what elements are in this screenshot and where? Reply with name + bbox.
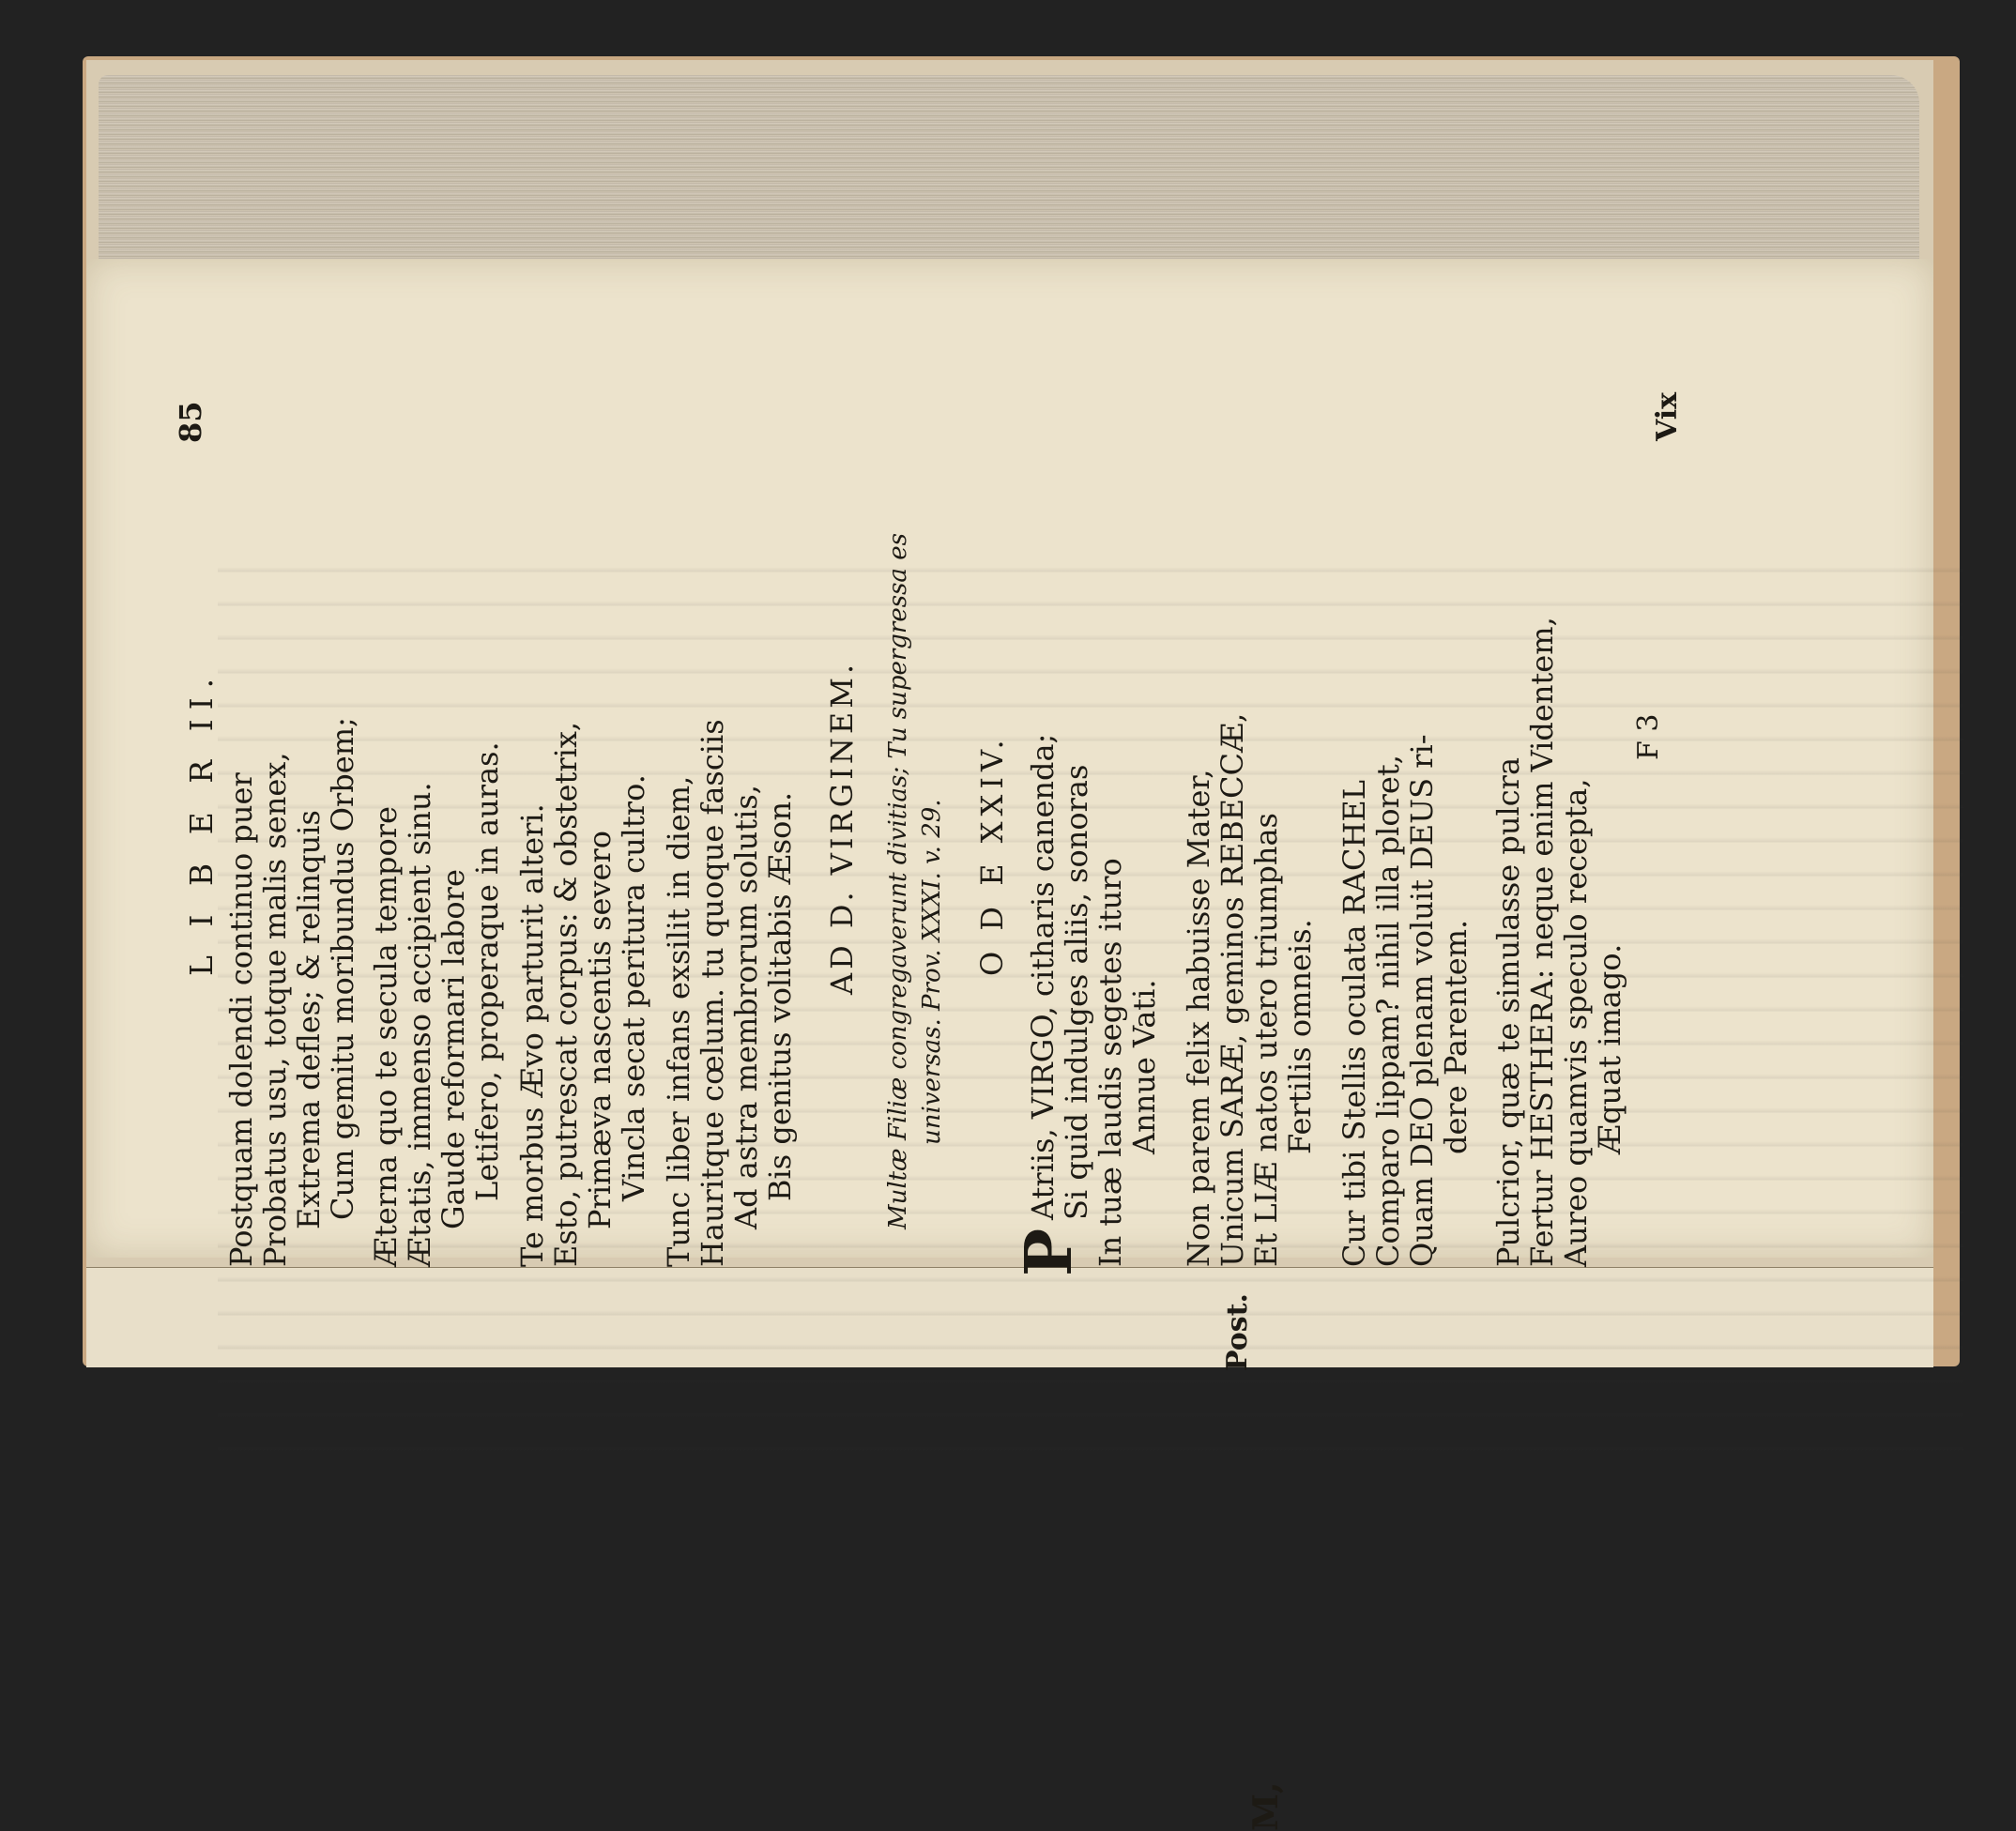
- verse-line: dere Parentem.: [1438, 919, 1474, 1154]
- verse-line: Bis genitus volitabis Æson.: [762, 791, 798, 1201]
- verse-line: Esto, putrescat corpus: & obstetrix,: [548, 721, 584, 1267]
- verse-line: Quam DEO plenam voluit DEUS ri-: [1404, 734, 1440, 1267]
- verse-line: Probatus usu, totque malis senex,: [257, 752, 293, 1267]
- section-title: AD D. VIRGINEM.: [824, 660, 860, 995]
- verse-line: Ad astra membrorum solutis,: [728, 785, 764, 1229]
- signature-mark: F 3: [1632, 713, 1665, 760]
- facing-page-letter: M,: [1246, 1781, 1286, 1831]
- verse-line: Primæva nascentis severo: [582, 830, 618, 1229]
- verse-line: Non parem felix habuisse Mater,: [1181, 769, 1216, 1267]
- catchword: Vix: [1651, 391, 1684, 441]
- running-head: L I B E R II.: [183, 668, 220, 976]
- verse-line: Cur tibi Stellis oculata RACHEL: [1336, 780, 1372, 1267]
- verse-line: Pulcrior, quæ te simulasse pulcra: [1490, 756, 1526, 1267]
- verse-line: Atriis, VIRGO, citharis canenda;: [1025, 733, 1061, 1220]
- verse-line: Et LIÆ natos utero triumphas: [1248, 813, 1284, 1267]
- verse-line: Ætatis, immenso accipient sinu.: [402, 782, 437, 1267]
- epigraph-line: universas. Prov. XXXI. v. 29.: [918, 799, 946, 1145]
- drop-cap: P: [1012, 1228, 1087, 1276]
- facing-page-fragment: Post.: [1221, 1293, 1254, 1371]
- verse-line: Tunc liber infans exsilit in diem,: [661, 775, 696, 1267]
- verse-line: Si quid indulges aliis, sonoras: [1059, 764, 1094, 1220]
- verse-line: Cum gemitu moribundus Orbem;: [325, 717, 360, 1220]
- verse-line: Extrema defles; & relinquis: [291, 810, 327, 1229]
- ode-title: O D E XXIV.: [974, 734, 1010, 976]
- verse-line: Æterna quo te secula tempore: [368, 806, 404, 1267]
- verse-line: Aureo quamvis speculo recepta,: [1558, 778, 1594, 1267]
- page-number: 85: [173, 401, 208, 443]
- verse-line: Postquam dolendi continuo puer: [223, 772, 259, 1267]
- verse-line: Vincla secat peritura cultro.: [616, 774, 651, 1201]
- page-edges: [99, 75, 1919, 263]
- verse-line: Fertilis omneis.: [1282, 919, 1318, 1154]
- epigraph-line: Multæ Filiæ congregaverunt divitias; Tu supergressa es: [884, 533, 912, 1229]
- verse-line: Comparo lippam? nihil illa ploret,: [1370, 755, 1406, 1267]
- verse-line: Gaude reformari labore: [435, 869, 471, 1229]
- verse-line: Fertur HESTHERA: neque enim Videntem,: [1524, 617, 1560, 1267]
- verse-line: Hauritque cœlum. tu quoque fasciis: [695, 719, 730, 1267]
- verse-line: Letifero, properaque in auras.: [469, 741, 505, 1201]
- verse-line: Unicum SARÆ, geminos REBECCÆ,: [1214, 712, 1250, 1267]
- verse-line: Æquat imago.: [1592, 943, 1627, 1154]
- verse-line: In tuæ laudis segetes ituro: [1092, 858, 1128, 1267]
- verse-line: Te morbus Ævo parturit alteri.: [514, 803, 550, 1267]
- verse-line: Annue Vati.: [1126, 979, 1162, 1154]
